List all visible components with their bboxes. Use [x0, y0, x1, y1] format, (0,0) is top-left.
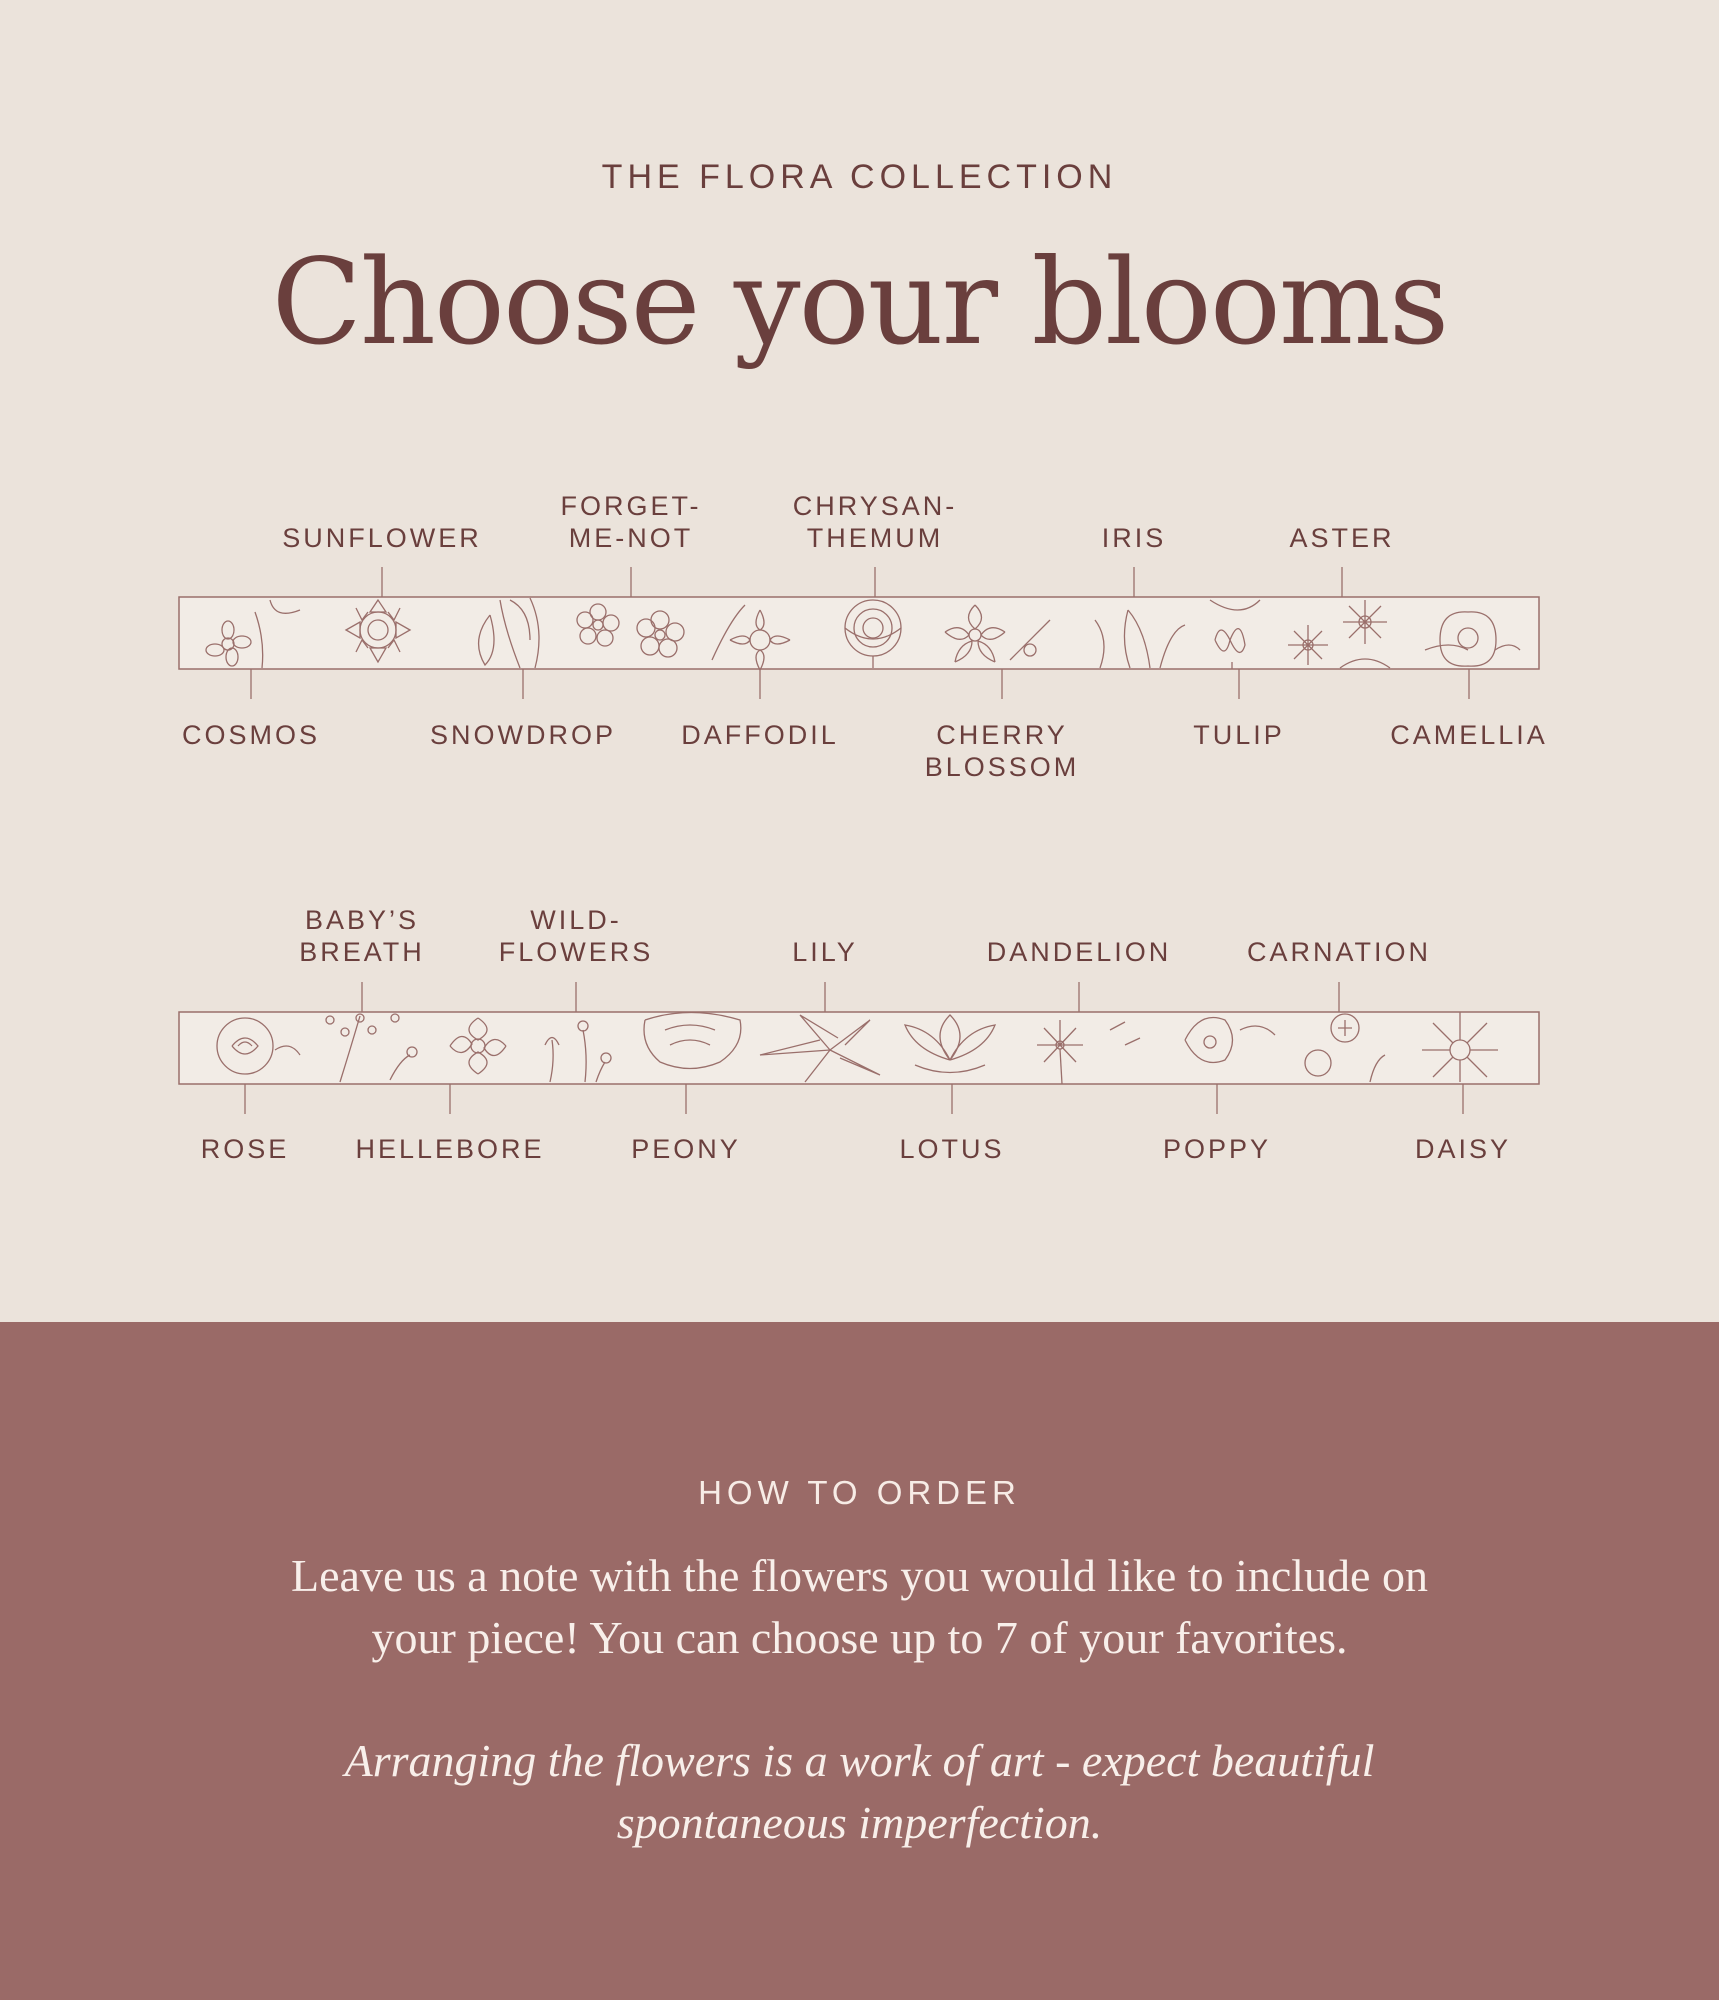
label-carnation: CARNATION — [1246, 937, 1432, 967]
label-cosmos: COSMOS — [181, 720, 321, 750]
label-wildflowers-2: FLOWERS — [498, 937, 654, 967]
label-daffodil: DAFFODIL — [681, 720, 839, 750]
label-daisy: DAISY — [1414, 1134, 1512, 1164]
page-title: Choose your blooms — [271, 233, 1448, 371]
label-aster: ASTER — [1289, 523, 1395, 553]
label-rose: ROSE — [200, 1134, 290, 1164]
label-chrysanthemum-1: CHRYSAN- — [792, 491, 958, 521]
label-tulip: TULIP — [1193, 720, 1285, 750]
label-wildflowers-1: WILD- — [530, 905, 622, 935]
label-peony: PEONY — [631, 1134, 741, 1164]
collection-eyebrow: THE FLORA COLLECTION — [601, 158, 1118, 196]
arrangement-note — [300, 1730, 1419, 1854]
label-lotus: LOTUS — [899, 1134, 1005, 1164]
arrangement-note-line-2: spontaneous imperfection. — [616, 1797, 1103, 1848]
label-babys-breath-1: BABY’S — [304, 905, 420, 935]
label-babys-breath-2: BREATH — [299, 937, 425, 967]
label-hellebore: HELLEBORE — [355, 1134, 545, 1164]
how-to-order-heading: HOW TO ORDER — [698, 1474, 1021, 1511]
label-iris: IRIS — [1101, 523, 1167, 553]
label-lily: LILY — [792, 937, 858, 967]
label-camellia: CAMELLIA — [1390, 720, 1548, 750]
label-sunflower: SUNFLOWER — [282, 523, 482, 553]
order-instructions — [220, 1545, 1499, 1669]
order-instructions-line-1: Leave us a note with the flowers you would like to include on — [291, 1550, 1428, 1601]
label-chrysanthemum-2: THEMUM — [806, 523, 944, 553]
arrangement-note-line-1: Arranging the flowers is a work of art - expect beautiful — [344, 1735, 1375, 1786]
label-cherry-blossom-2: BLOSSOM — [924, 752, 1080, 782]
label-forget-me-not-1: FORGET- — [560, 491, 702, 521]
label-poppy: POPPY — [1162, 1134, 1272, 1164]
order-instructions-line-2: your piece! You can choose up to 7 of your favorites. — [371, 1612, 1348, 1663]
label-cherry-blossom-1: CHERRY — [936, 720, 1068, 750]
flower-strip-2 — [179, 1012, 1539, 1084]
label-snowdrop: SNOWDROP — [430, 720, 616, 750]
label-dandelion: DANDELION — [986, 937, 1172, 967]
label-forget-me-not-2: ME-NOT — [568, 523, 694, 553]
